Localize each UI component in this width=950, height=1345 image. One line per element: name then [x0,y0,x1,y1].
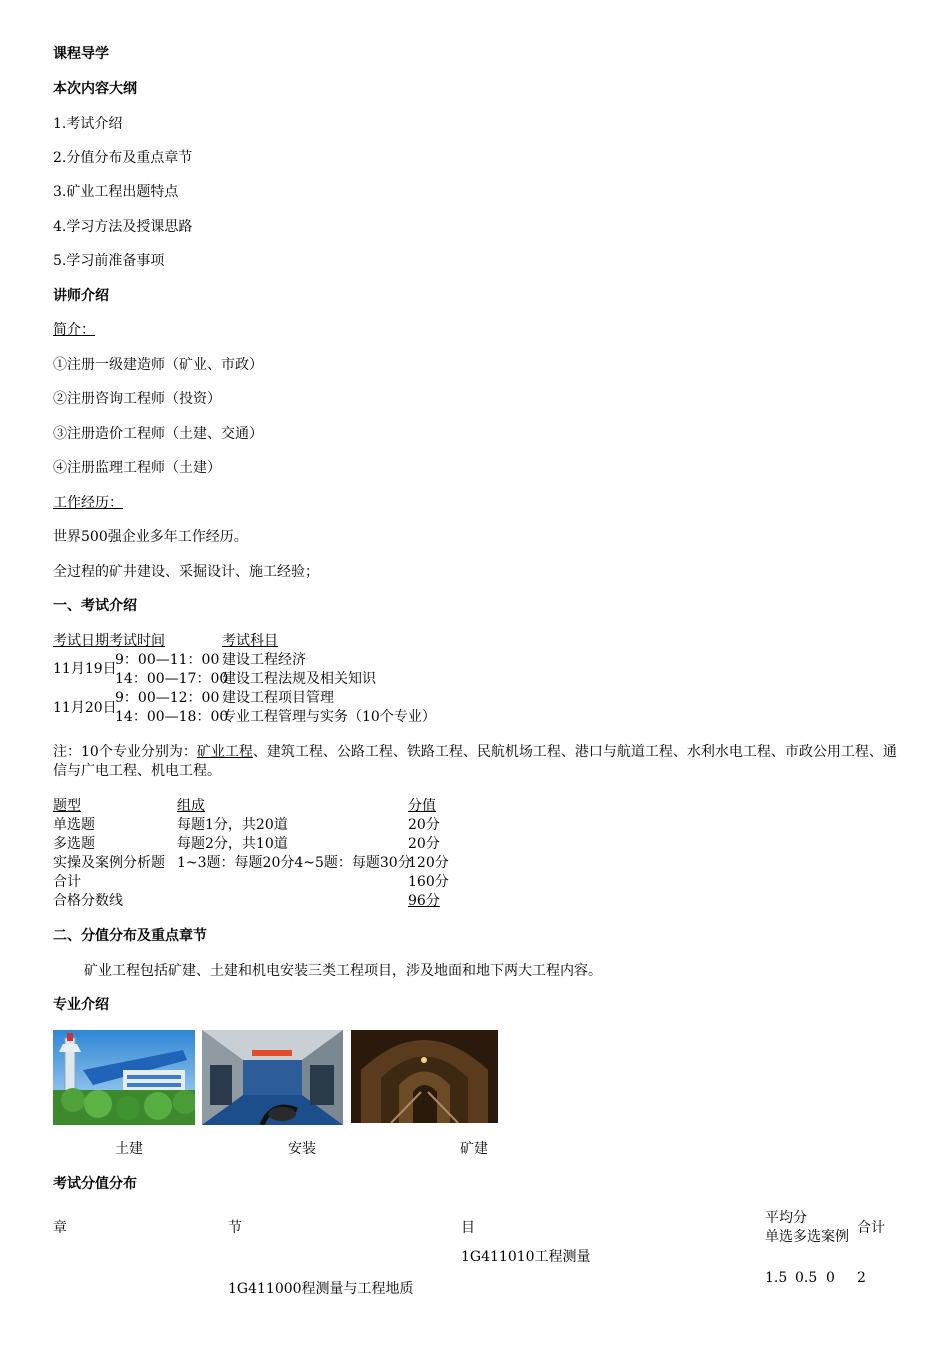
score-type: 多选题 [53,836,95,852]
score-header-type: 题型 [53,798,81,814]
photo-caption: 安装 [288,1141,316,1157]
dist-header-section: 节 [228,1220,242,1236]
dist-header-total: 合计 [857,1220,885,1236]
dist-section: 1G411000程测量与工程地质 [228,1281,414,1297]
exam-date: 11月19日 [53,661,117,677]
score-type: 实操及案例分析题 [53,855,165,871]
exam-date: 11月20日 [53,700,117,716]
score-composition: 1~3题：每题20分4~5题：每题30分 [177,855,412,871]
score-header-composition: 组成 [177,798,205,814]
section2-heading: 二、分值分布及重点章节 [53,928,207,944]
note-rest: 、建筑工程、公路工程、铁路工程、民航机场工程、港口与航道工程、水利水电工程、市政公用工程、通信与广电工程、机电工程。 [53,744,897,779]
score-composition: 每题1分，共20道 [177,817,288,833]
score-composition: 每题2分，共10道 [177,836,288,852]
work-label: 工作经历： [53,495,123,511]
score-value: 96分 [408,893,440,909]
exam-time: 9：00—11：00 [115,652,220,668]
schedule-header-datetime: 考试日期考试时间 [53,633,165,649]
score-value: 20分 [408,817,440,833]
outline-item: 3.矿业工程出题特点 [53,184,179,200]
schedule-header-subject: 考试科目 [222,633,278,649]
intro-label: 简介： [53,322,95,338]
cert-item: ①注册一级建造师（矿业、市政） [53,357,263,373]
cert-item: ④注册监理工程师（土建） [53,460,221,476]
work-item: 全过程的矿井建设、采掘设计、施工经验； [53,564,319,580]
note-prefix: 注：10个专业分别为： [53,744,197,760]
outline-item: 2.分值分布及重点章节 [53,150,193,166]
dist-header-sub: 单选多选案例 [765,1229,849,1245]
dist-header-avg: 平均分 [765,1210,807,1226]
note-highlight: 矿业工程 [196,744,253,760]
exam-subject: 建设工程法规及相关知识 [222,671,376,687]
photo-caption: 矿建 [460,1141,488,1157]
work-item: 世界500强企业多年工作经历。 [53,529,248,545]
dist-total: 2 [857,1270,866,1286]
dist-single: 1.5 [765,1270,788,1286]
majors-note [53,743,903,781]
cert-item: ③注册造价工程师（土建、交通） [53,426,263,442]
score-value: 20分 [408,836,440,852]
mine-tunnel-photo [351,1030,498,1123]
equipment-room-photo [202,1030,343,1125]
section2-paragraph: 矿业工程包括矿建、土建和机电安装三类工程项目，涉及地面和地下两大工程内容。 [84,963,602,979]
teacher-heading: 讲师介绍 [53,288,109,304]
exam-time: 9：00—12：00 [115,690,220,706]
exam-subject: 建设工程项目管理 [222,690,334,706]
dist-header-chapter: 章 [53,1220,67,1236]
cert-item: ②注册咨询工程师（投资） [53,391,221,407]
page-title: 课程导学 [53,46,109,62]
dist-heading: 考试分值分布 [53,1176,137,1192]
outline-item: 1.考试介绍 [53,116,123,132]
photo-caption: 土建 [115,1141,143,1157]
headframe-photo [53,1030,195,1125]
score-type: 合格分数线 [53,893,123,909]
dist-case: 0 [826,1270,835,1286]
outline-item: 5.学习前准备事项 [53,253,165,269]
outline-item: 4.学习方法及授课思路 [53,219,193,235]
score-type: 单选题 [53,817,95,833]
exam-subject: 专业工程管理与实务（10个专业） [222,709,436,725]
dist-header-item: 目 [461,1220,475,1236]
outline-heading: 本次内容大纲 [53,81,137,97]
exam-subject: 建设工程经济 [222,652,306,668]
score-type: 合计 [53,874,81,890]
score-value: 120分 [408,855,449,871]
dist-multi: 0.5 [795,1270,818,1286]
exam-time: 14：00—17：00 [115,671,229,687]
major-heading: 专业介绍 [53,997,109,1013]
score-header-score: 分值 [408,798,436,814]
exam-time: 14：00—18：00 [115,709,229,725]
score-value: 160分 [408,874,449,890]
exam-heading: 一、考试介绍 [53,598,137,614]
dist-item: 1G411010工程测量 [461,1249,591,1265]
